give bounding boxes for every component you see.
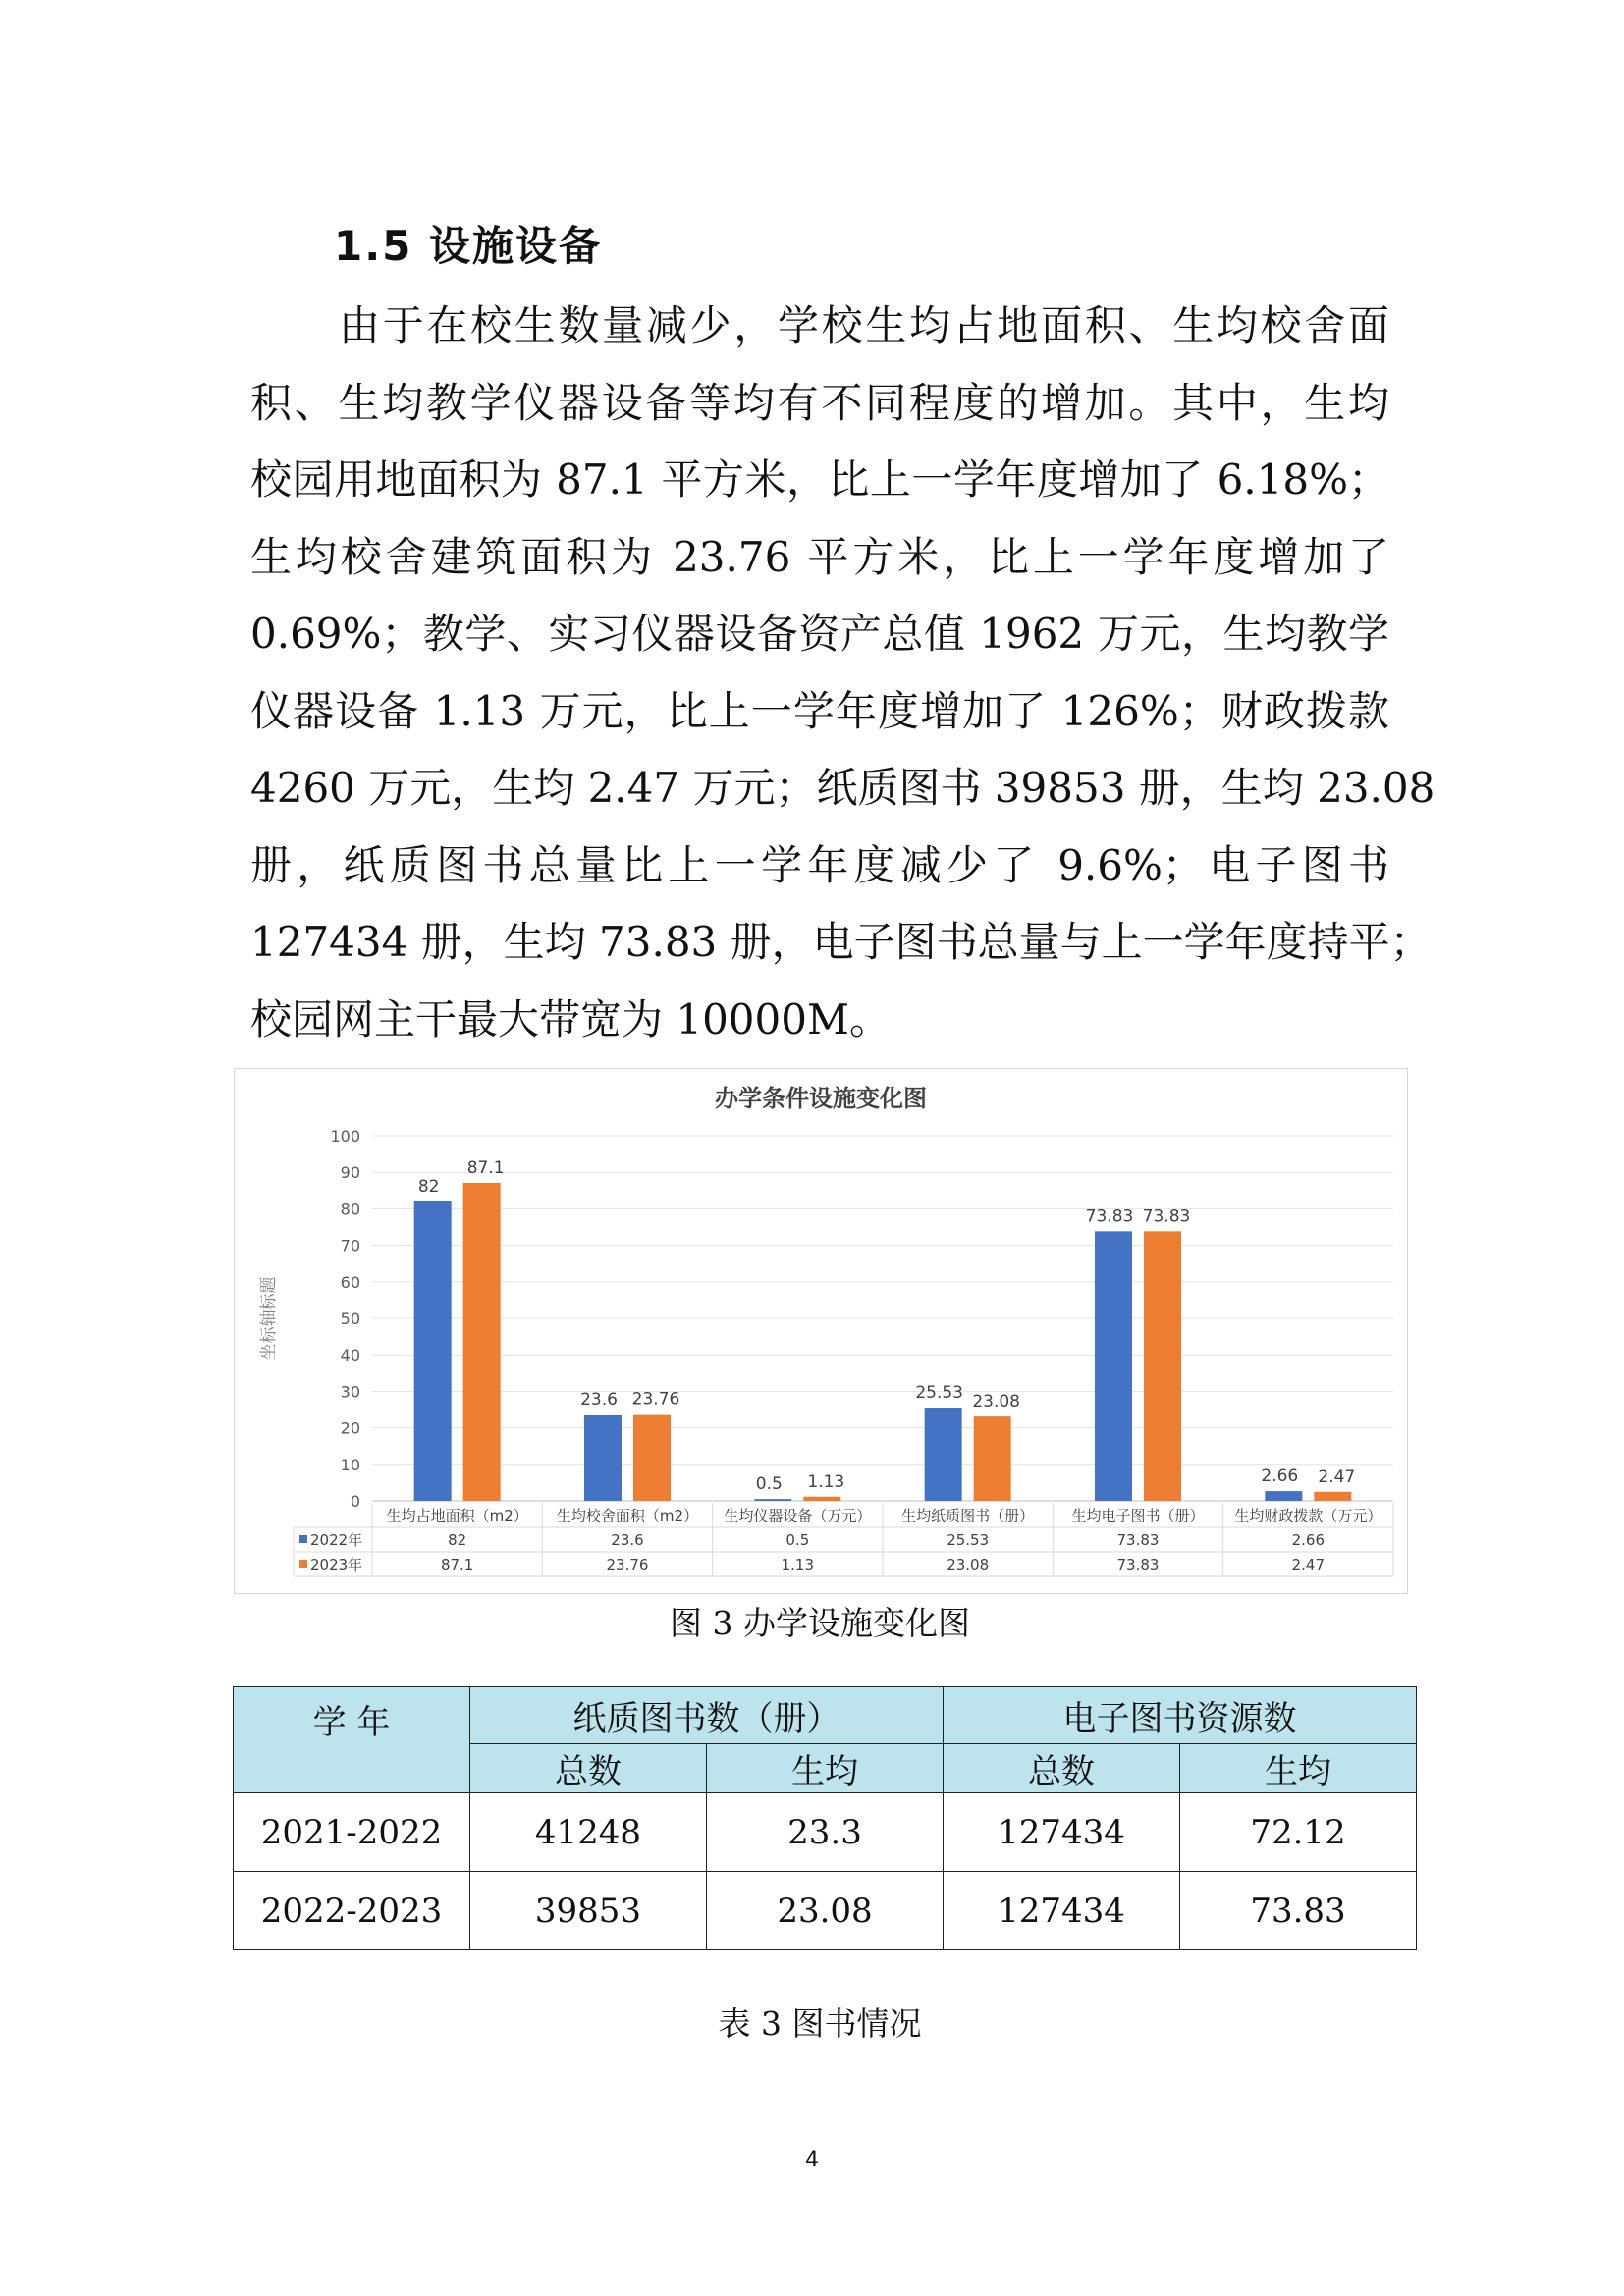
books-table bbox=[233, 1686, 1417, 1950]
paragraph-line: 册，纸质图书总量比上一学年度减少了 9.6%；电子图书 bbox=[250, 840, 1389, 889]
x-category-label: 生均仪器设备（万元） bbox=[724, 1507, 872, 1524]
x-category-label: 生均占地面积（m2） bbox=[386, 1507, 528, 1524]
data-label: 0.5 bbox=[755, 1474, 783, 1495]
table-value: 0.5 bbox=[785, 1531, 810, 1549]
figure-caption: 图 3 办学设施变化图 bbox=[670, 1604, 970, 1642]
cell-ebook-total: 127434 bbox=[944, 1793, 1180, 1872]
paragraph-line: 由于在校生数量减少，学校生均占地面积、生均校舍面 bbox=[339, 301, 1389, 349]
y-tick-label: 0 bbox=[350, 1492, 360, 1511]
data-label: 23.76 bbox=[631, 1389, 680, 1410]
cell-year: 2021-2022 bbox=[234, 1793, 470, 1872]
bar-2023 bbox=[633, 1415, 671, 1501]
y-axis-title: 坐标轴标题 bbox=[259, 1276, 279, 1361]
table-value: 23.76 bbox=[606, 1556, 649, 1574]
facility-chart bbox=[234, 1068, 1408, 1594]
bar-2023 bbox=[974, 1416, 1011, 1501]
bar-2022 bbox=[754, 1499, 791, 1501]
x-category-label: 生均纸质图书（册） bbox=[901, 1507, 1035, 1524]
bar-2023 bbox=[803, 1497, 840, 1501]
data-label: 25.53 bbox=[915, 1383, 964, 1404]
y-tick-label: 20 bbox=[340, 1418, 360, 1438]
header-ebook-avg: 生均 bbox=[1180, 1744, 1417, 1793]
y-tick-label: 100 bbox=[330, 1127, 360, 1146]
y-tick-label: 80 bbox=[340, 1200, 360, 1219]
bar-2022 bbox=[1265, 1491, 1302, 1501]
y-tick-label: 70 bbox=[340, 1236, 360, 1255]
header-paper-total: 总数 bbox=[470, 1744, 707, 1793]
paragraph-line: 校园用地面积为 87.1 平方米，比上一学年度增加了 6.18%； bbox=[250, 455, 1389, 504]
x-category-label: 生均校舍面积（m2） bbox=[556, 1507, 699, 1524]
y-tick-label: 60 bbox=[340, 1272, 360, 1292]
cell-ebook-total: 127434 bbox=[944, 1872, 1180, 1950]
legend-label: 2023年 bbox=[310, 1556, 363, 1574]
data-label: 2.47 bbox=[1318, 1467, 1356, 1487]
data-label: 1.13 bbox=[807, 1471, 845, 1492]
legend-swatch bbox=[299, 1535, 307, 1543]
cell-paper-total: 39853 bbox=[470, 1872, 707, 1950]
legend-swatch bbox=[299, 1560, 307, 1568]
y-tick-label: 30 bbox=[340, 1382, 360, 1402]
bar-2022 bbox=[925, 1408, 962, 1501]
header-year: 学 年 bbox=[234, 1687, 470, 1793]
table-row bbox=[234, 1872, 1417, 1950]
cell-year: 2022-2023 bbox=[234, 1872, 470, 1950]
data-label: 73.83 bbox=[1085, 1206, 1134, 1227]
y-tick-label: 40 bbox=[340, 1346, 360, 1365]
table-row bbox=[234, 1793, 1417, 1872]
data-label: 23.6 bbox=[580, 1390, 618, 1411]
paragraph-line: 127434 册，生均 73.83 册，电子图书总量与上一学年度持平； bbox=[250, 918, 1432, 966]
paragraph-line: 积、生均教学仪器设备等均有不同程度的增加。其中，生均 bbox=[250, 378, 1389, 427]
paragraph-line: 0.69%；教学、实习仪器设备资产总值 1962 万元，生均教学 bbox=[250, 610, 1389, 658]
y-tick-label: 50 bbox=[340, 1309, 360, 1328]
cell-paper-total: 41248 bbox=[470, 1793, 707, 1872]
header-ebook-total: 总数 bbox=[944, 1744, 1180, 1793]
table-value: 2.47 bbox=[1291, 1556, 1326, 1574]
cell-ebook-avg: 72.12 bbox=[1180, 1793, 1417, 1872]
table-value: 73.83 bbox=[1116, 1556, 1160, 1574]
bar-2022 bbox=[414, 1201, 452, 1501]
paragraph-line: 生均校舍建筑面积为 23.76 平方米，比上一学年度增加了 bbox=[250, 532, 1389, 581]
bar-2022 bbox=[584, 1415, 622, 1501]
paragraph-line: 仪器设备 1.13 万元，比上一学年度增加了 126%；财政拨款 bbox=[250, 686, 1389, 735]
cell-ebook-avg: 73.83 bbox=[1180, 1872, 1417, 1950]
cell-paper-avg: 23.3 bbox=[707, 1793, 944, 1872]
data-label: 82 bbox=[417, 1176, 440, 1197]
table-value: 82 bbox=[448, 1531, 467, 1549]
page-number: 4 bbox=[805, 2148, 819, 2172]
paragraph-line: 4260 万元，生均 2.47 万元；纸质图书 39853 册，生均 23.08 bbox=[250, 764, 1435, 812]
y-tick-label: 10 bbox=[340, 1455, 360, 1474]
cell-paper-avg: 23.08 bbox=[707, 1872, 944, 1950]
header-ebooks: 电子图书资源数 bbox=[944, 1687, 1417, 1744]
table-value: 23.08 bbox=[947, 1556, 990, 1574]
data-label: 87.1 bbox=[466, 1157, 505, 1178]
bar-2023 bbox=[1144, 1231, 1181, 1501]
data-label: 2.66 bbox=[1261, 1467, 1299, 1487]
table-value: 1.13 bbox=[781, 1556, 815, 1574]
chart-title: 办学条件设施变化图 bbox=[715, 1085, 927, 1112]
data-label: 23.08 bbox=[972, 1392, 1021, 1413]
table-value: 73.83 bbox=[1116, 1531, 1160, 1549]
x-category-label: 生均财政拨款（万元） bbox=[1234, 1507, 1382, 1524]
bar-2022 bbox=[1095, 1231, 1132, 1501]
bar-2023 bbox=[1314, 1492, 1351, 1501]
legend-label: 2022年 bbox=[310, 1531, 363, 1549]
table-caption: 表 3 图书情况 bbox=[718, 2004, 922, 2043]
y-tick-label: 90 bbox=[340, 1163, 360, 1183]
x-category-label: 生均电子图书（册） bbox=[1071, 1507, 1205, 1524]
table-value: 25.53 bbox=[947, 1531, 990, 1549]
table-value: 23.6 bbox=[611, 1531, 644, 1549]
section-heading: 1.5 设施设备 bbox=[334, 222, 603, 270]
header-paper-books: 纸质图书数（册） bbox=[470, 1687, 944, 1744]
table-value: 2.66 bbox=[1291, 1531, 1326, 1549]
table-value: 87.1 bbox=[440, 1556, 474, 1574]
data-label: 73.83 bbox=[1142, 1206, 1191, 1227]
bar-2023 bbox=[463, 1183, 501, 1501]
paragraph-line: 校园网主干最大带宽为 10000M。 bbox=[250, 994, 891, 1043]
bar-chart-svg bbox=[235, 1069, 1407, 1593]
header-paper-avg: 生均 bbox=[707, 1744, 944, 1793]
section-paragraph bbox=[250, 288, 1435, 1058]
